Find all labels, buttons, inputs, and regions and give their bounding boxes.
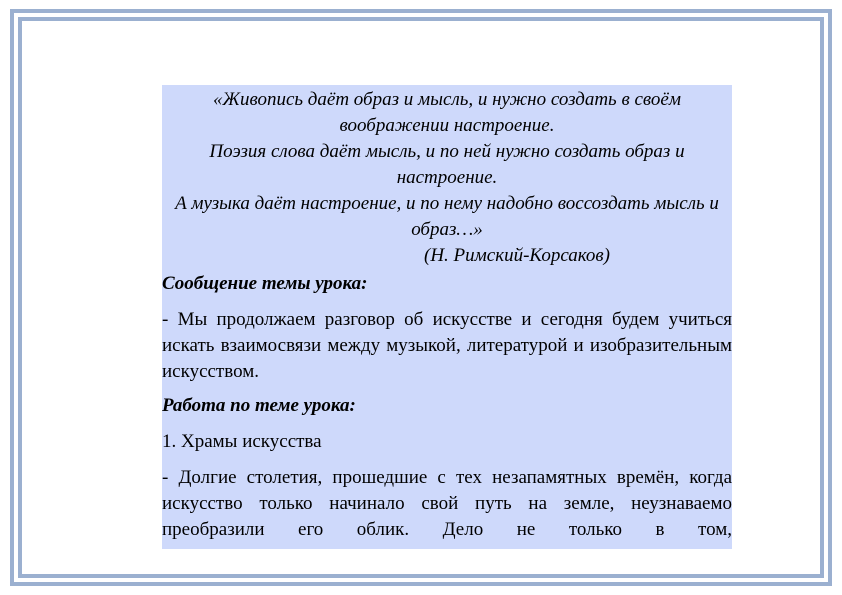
- topic-section: [162, 269, 732, 391]
- epigraph-quote: [162, 85, 732, 269]
- quote-line-1: «Живопись даёт образ и мысль, и нужно создать в своём воображении настроение.: [213, 89, 681, 136]
- slide-content: [162, 85, 732, 549]
- topic-text: - Мы продолжаем разговор об искусстве и сегодня будем учиться искать взаимосвязи между музыкой, литературой и изобразительным искусством.: [162, 309, 732, 382]
- topic-heading: Сообщение темы урока:: [162, 273, 368, 294]
- work-text: - Долгие столетия, прошедшие с тех незапамятных времён, когда искусство только начинало свой путь на земле, неузнаваемо преобразили его облик. Дело не только в том,: [162, 467, 732, 540]
- work-section: [162, 391, 732, 549]
- quote-line-2: Поэзия слова даёт мысль, и по ней нужно создать образ и настроение.: [209, 141, 685, 188]
- quote-author: (Н. Римский-Корсаков): [424, 245, 611, 266]
- work-item-1: 1. Храмы искусства: [162, 431, 322, 452]
- quote-line-3: А музыка даёт настроение, и по нему надобно воссоздать мысль и образ…»: [175, 193, 719, 240]
- work-heading: Работа по теме урока:: [162, 395, 356, 416]
